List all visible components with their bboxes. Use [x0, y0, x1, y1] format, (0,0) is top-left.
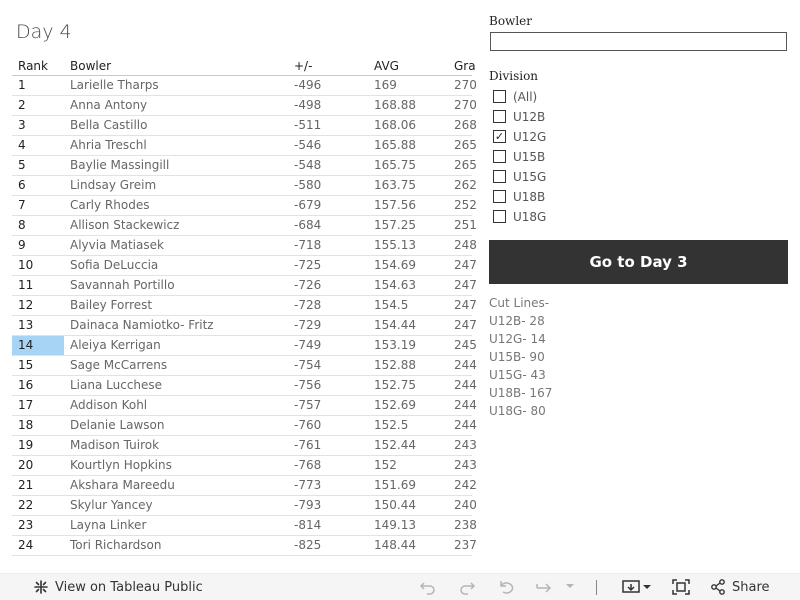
avg-cell[interactable]: 154.44	[374, 318, 416, 332]
grand-total-cell[interactable]: 252	[454, 198, 477, 212]
checkbox-icon[interactable]	[493, 90, 506, 103]
table-row[interactable]	[12, 96, 477, 116]
plus-minus-cell[interactable]: -679	[294, 198, 322, 212]
table-row[interactable]	[12, 396, 477, 416]
checkbox-icon[interactable]	[493, 210, 506, 223]
avg-cell[interactable]: 152.44	[374, 438, 416, 452]
rank-cell[interactable]: 23	[18, 518, 34, 532]
grand-total-cell[interactable]: 270	[454, 78, 477, 92]
cut-line-entry: U18B- 167	[489, 386, 553, 400]
header-rank[interactable]: Rank	[18, 59, 48, 73]
bowler-cell[interactable]: Liana Lucchese	[70, 378, 163, 392]
bowler-cell[interactable]: Kourtlyn Hopkins	[70, 458, 172, 472]
table-row[interactable]	[12, 256, 477, 276]
bowler-cell[interactable]: Skylur Yancey	[70, 498, 153, 512]
header-avg[interactable]: AVG	[374, 59, 399, 73]
avg-cell[interactable]: 152.5	[374, 418, 409, 432]
checkbox-icon[interactable]	[493, 170, 506, 183]
avg-cell[interactable]: 165.88	[374, 138, 416, 152]
bowler-cell[interactable]: Addison Kohl	[70, 398, 148, 412]
avg-cell[interactable]: 152.69	[374, 398, 416, 412]
table-header	[12, 58, 476, 76]
table-row[interactable]	[12, 156, 477, 176]
avg-cell[interactable]: 163.75	[374, 178, 416, 192]
checkbox-checked-icon[interactable]: ✓	[494, 130, 505, 143]
plus-minus-cell[interactable]: -684	[294, 218, 322, 232]
bowler-cell[interactable]: Bella Castillo	[70, 118, 148, 132]
grand-total-cell[interactable]: 265	[454, 138, 477, 152]
cut-line-entry: U12B- 28	[489, 314, 545, 328]
bowler-cell[interactable]: Carly Rhodes	[70, 198, 150, 212]
table-body	[12, 76, 477, 556]
bowler-cell[interactable]: Bailey Forrest	[70, 298, 153, 312]
division-option-label: U18B	[513, 190, 546, 204]
avg-cell[interactable]: 152.75	[374, 378, 416, 392]
download-icon[interactable]	[622, 579, 652, 595]
rank-cell[interactable]: 10	[18, 258, 34, 272]
header-bowler[interactable]: Bowler	[70, 59, 112, 73]
bowler-cell[interactable]: Akshara Mareedu	[70, 478, 175, 492]
grand-total-cell[interactable]: 243	[454, 458, 477, 472]
avg-cell[interactable]: 153.19	[374, 338, 416, 352]
division-option-label: (All)	[513, 90, 538, 104]
fullscreen-icon[interactable]	[672, 579, 690, 595]
plus-minus-cell[interactable]: -580	[294, 178, 322, 192]
rank-cell[interactable]: 21	[18, 478, 34, 492]
bowler-filter-label: Bowler	[489, 14, 532, 28]
bowler-cell[interactable]: Sofia DeLuccia	[70, 258, 159, 272]
rank-cell[interactable]: 7	[18, 198, 26, 212]
table-row[interactable]	[12, 436, 477, 456]
rank-cell[interactable]: 11	[18, 278, 34, 292]
table-row[interactable]	[12, 296, 477, 316]
bowler-cell[interactable]: Alyvia Matiasek	[70, 238, 164, 252]
bowler-cell[interactable]: Layna Linker	[70, 518, 147, 532]
table-row[interactable]	[12, 136, 477, 156]
header-plus-minus[interactable]: +/-	[294, 59, 313, 73]
undo-icon[interactable]	[419, 579, 437, 595]
grand-total-cell[interactable]: 238	[454, 518, 477, 532]
table-row[interactable]	[12, 276, 477, 296]
grand-total-cell[interactable]: 251	[454, 218, 477, 232]
table-row[interactable]	[12, 376, 477, 396]
rank-cell[interactable]: 6	[18, 178, 26, 192]
table-row[interactable]	[12, 236, 477, 256]
bowler-search-input[interactable]	[490, 32, 787, 51]
division-option-label: U12B	[513, 110, 546, 124]
avg-cell[interactable]: 155.13	[374, 238, 416, 252]
bowler-cell[interactable]: Savannah Portillo	[70, 278, 175, 292]
avg-cell[interactable]: 168.06	[374, 118, 416, 132]
revert-icon[interactable]	[498, 579, 516, 595]
avg-cell[interactable]: 157.25	[374, 218, 416, 232]
table-row[interactable]	[12, 456, 477, 476]
plus-minus-cell[interactable]: -749	[294, 338, 322, 352]
division-option-label: U12G	[513, 130, 547, 144]
bowler-cell[interactable]: Larielle Tharps	[70, 78, 159, 92]
avg-cell[interactable]: 152.88	[374, 358, 416, 372]
rank-cell[interactable]: 4	[18, 138, 26, 152]
plus-minus-cell[interactable]: -718	[294, 238, 322, 252]
grand-total-cell[interactable]: 237	[454, 538, 477, 552]
avg-cell[interactable]: 150.44	[374, 498, 416, 512]
avg-cell[interactable]: 149.13	[374, 518, 416, 532]
rank-cell[interactable]: 2	[18, 98, 26, 112]
plus-minus-cell[interactable]: -511	[294, 118, 322, 132]
bowler-cell[interactable]: Madison Tuirok	[70, 438, 160, 452]
rank-cell[interactable]: 1	[18, 78, 26, 92]
grand-total-cell[interactable]: 247	[454, 298, 477, 312]
rank-cell[interactable]: 12	[18, 298, 34, 312]
plus-minus-cell[interactable]: -768	[294, 458, 322, 472]
grand-total-cell[interactable]: 247	[454, 278, 477, 292]
plus-minus-cell[interactable]: -728	[294, 298, 322, 312]
rank-cell[interactable]: 5	[18, 158, 26, 172]
division-filter-label: Division	[489, 69, 539, 83]
plus-minus-cell[interactable]: -496	[294, 78, 322, 92]
view-on-tableau-label: View on Tableau Public	[55, 579, 203, 595]
avg-cell[interactable]: 152	[374, 458, 397, 472]
grand-total-cell[interactable]: 247	[454, 318, 477, 332]
grand-total-cell[interactable]: 244	[454, 398, 477, 412]
table-row[interactable]	[12, 116, 477, 136]
avg-cell[interactable]: 154.63	[374, 278, 416, 292]
cut-line-entry: U15G- 43	[489, 368, 546, 382]
table-row[interactable]	[12, 216, 477, 236]
rank-cell[interactable]: 3	[18, 118, 26, 132]
page-title: Day 4	[16, 21, 72, 43]
avg-cell[interactable]: 151.69	[374, 478, 416, 492]
plus-minus-cell[interactable]: -548	[294, 158, 322, 172]
avg-cell[interactable]: 169	[374, 78, 397, 92]
bowler-cell[interactable]: Tori Richardson	[70, 538, 162, 552]
bowler-cell[interactable]: Dainaca Namiotko- Fritz	[70, 318, 214, 332]
bowler-cell[interactable]: Delanie Lawson	[70, 418, 165, 432]
plus-minus-cell[interactable]: -498	[294, 98, 322, 112]
table-row[interactable]	[12, 476, 477, 496]
table-row[interactable]	[12, 336, 477, 356]
grand-total-cell[interactable]: 240	[454, 498, 477, 512]
table-row[interactable]	[12, 316, 477, 336]
redo-icon[interactable]	[458, 579, 476, 595]
plus-minus-cell[interactable]: -793	[294, 498, 322, 512]
cut-line-entry: U15B- 90	[489, 350, 545, 364]
grand-total-cell[interactable]: 244	[454, 358, 477, 372]
cut-line-entry: Cut Lines-	[489, 296, 550, 310]
table-row[interactable]	[12, 496, 477, 516]
cut-line-entry: U12G- 14	[489, 332, 546, 346]
rank-cell[interactable]: 13	[18, 318, 34, 332]
rank-cell[interactable]: 22	[18, 498, 34, 512]
bowler-cell[interactable]: Allison Stackewicz	[70, 218, 180, 232]
avg-cell[interactable]: 157.56	[374, 198, 416, 212]
bowler-cell[interactable]: Baylie Massingill	[70, 158, 170, 172]
grand-total-cell[interactable]: 242	[454, 478, 477, 492]
view-on-tableau-public-link[interactable]	[33, 579, 203, 595]
header-grand[interactable]: Gra	[454, 59, 476, 73]
share-icon	[710, 579, 726, 595]
plus-minus-cell[interactable]: -754	[294, 358, 322, 372]
table-row[interactable]	[12, 356, 477, 376]
table-row[interactable]	[12, 76, 477, 96]
grand-total-cell[interactable]: 268	[454, 118, 477, 132]
plus-minus-cell[interactable]: -773	[294, 478, 322, 492]
table-row[interactable]	[12, 416, 477, 436]
table-row[interactable]	[12, 196, 477, 216]
refresh-menu-chevron-icon[interactable]	[565, 582, 575, 590]
plus-minus-cell[interactable]: -760	[294, 418, 322, 432]
rank-cell[interactable]: 16	[18, 378, 34, 392]
grand-total-cell[interactable]: 270	[454, 98, 477, 112]
rank-cell[interactable]: 14	[12, 336, 64, 355]
cut-line-entry: U18G- 80	[489, 404, 546, 418]
grand-total-cell[interactable]: 244	[454, 378, 477, 392]
rank-cell[interactable]: 8	[18, 218, 26, 232]
refresh-icon[interactable]	[535, 579, 553, 595]
share-button[interactable]	[710, 579, 770, 595]
grand-total-cell[interactable]: 245	[454, 338, 477, 352]
grand-total-cell[interactable]: 244	[454, 418, 477, 432]
cut-lines-text	[489, 294, 552, 420]
rank-cell[interactable]: 9	[18, 238, 26, 252]
rank-cell[interactable]: 19	[18, 438, 34, 452]
bowler-cell[interactable]: Lindsay Greim	[70, 178, 157, 192]
avg-cell[interactable]: 168.88	[374, 98, 416, 112]
division-option-label: U15G	[513, 170, 547, 184]
bowler-cell[interactable]: Sage McCarrens	[70, 358, 168, 372]
plus-minus-cell[interactable]: -546	[294, 138, 322, 152]
rank-cell[interactable]: 17	[18, 398, 34, 412]
bowler-cell[interactable]: Aleiya Kerrigan	[70, 338, 161, 352]
grand-total-cell[interactable]: 247	[454, 258, 477, 272]
plus-minus-cell[interactable]: -761	[294, 438, 322, 452]
plus-minus-cell[interactable]: -814	[294, 518, 322, 532]
plus-minus-cell[interactable]: -725	[294, 258, 322, 272]
rank-cell[interactable]: 18	[18, 418, 34, 432]
table-row[interactable]	[12, 516, 477, 536]
rank-cell[interactable]: 24	[18, 538, 34, 552]
rank-cell[interactable]: 15	[18, 358, 34, 372]
rank-cell[interactable]: 20	[18, 458, 34, 472]
checkbox-icon[interactable]	[493, 110, 506, 123]
table-row[interactable]	[12, 536, 477, 556]
checkbox-icon[interactable]	[493, 150, 506, 163]
plus-minus-cell[interactable]: -825	[294, 538, 322, 552]
division-option-label: U18G	[513, 210, 547, 224]
division-option-label: U15B	[513, 150, 546, 164]
grand-total-cell[interactable]: 248	[454, 238, 477, 252]
grand-total-cell[interactable]: 265	[454, 158, 477, 172]
grand-total-cell[interactable]: 262	[454, 178, 477, 192]
avg-cell[interactable]: 154.69	[374, 258, 416, 272]
table-row[interactable]	[12, 176, 477, 196]
plus-minus-cell[interactable]: -726	[294, 278, 322, 292]
plus-minus-cell[interactable]: -756	[294, 378, 322, 392]
avg-cell[interactable]: 154.5	[374, 298, 409, 312]
plus-minus-cell[interactable]: -729	[294, 318, 322, 332]
bowler-cell[interactable]: Ahria Treschl	[70, 138, 147, 152]
go-to-day-3-button[interactable]: Go to Day 3	[489, 240, 788, 284]
checkbox-icon[interactable]	[493, 190, 506, 203]
tableau-toolbar	[0, 573, 800, 600]
toolbar-divider	[596, 580, 597, 595]
bowler-cell[interactable]: Anna Antony	[70, 98, 148, 112]
grand-total-cell[interactable]: 243	[454, 438, 477, 452]
share-label: Share	[732, 579, 770, 595]
standings-table	[12, 58, 477, 554]
avg-cell[interactable]: 165.75	[374, 158, 416, 172]
plus-minus-cell[interactable]: -757	[294, 398, 322, 412]
tableau-logo-icon	[33, 579, 49, 595]
avg-cell[interactable]: 148.44	[374, 538, 416, 552]
